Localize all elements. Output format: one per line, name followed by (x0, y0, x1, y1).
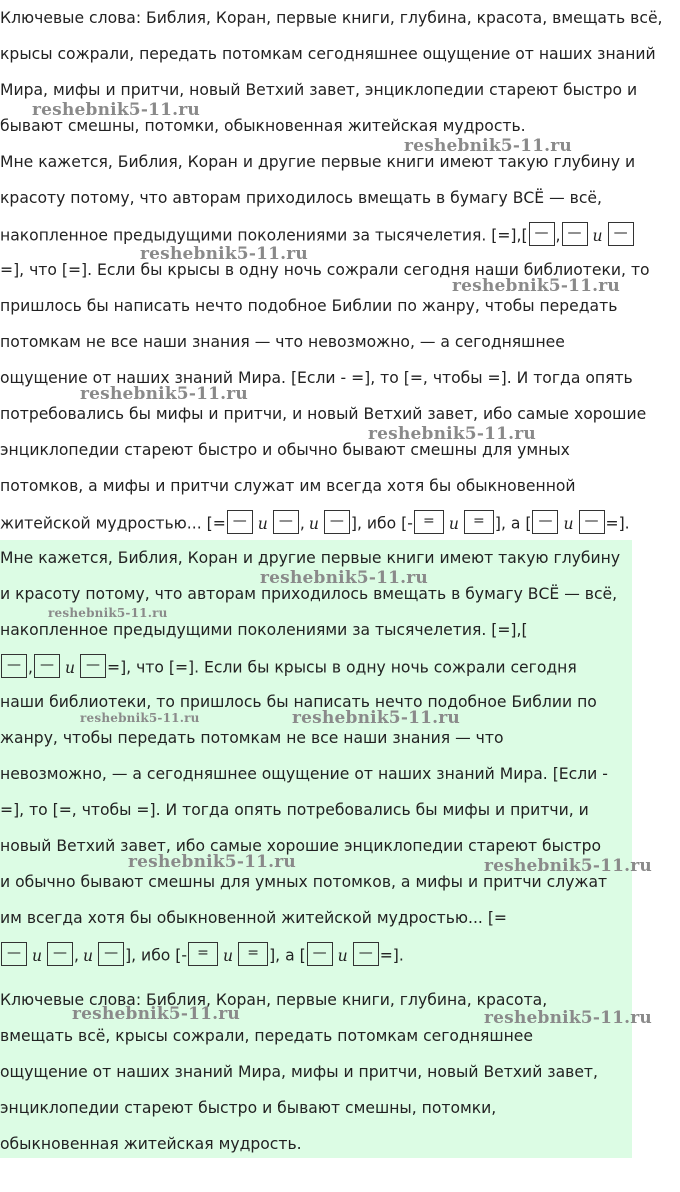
text-line: наши библиотеки, то пришлось бы написать нечто подобное Библии по (0, 693, 597, 711)
scheme-line (0, 224, 635, 248)
text-segment: ], ибо [- (350, 514, 413, 533)
text-line: энциклопедии стареют быстро и бывают смешны, потомки, (0, 1099, 497, 1117)
watermark: reshebnik5-11.ru (452, 276, 620, 296)
text-line: жанру, чтобы передать потомкам не все наши знания — что (0, 729, 504, 747)
conjunction: и (83, 946, 94, 965)
scheme-line (0, 944, 404, 968)
watermark: reshebnik5-11.ru (484, 1008, 652, 1028)
watermark: reshebnik5-11.ru (260, 568, 428, 588)
text-line: и красоту потому, что авторам приходилось вмещать в бумагу ВСЁ — всё, (0, 585, 618, 603)
text-line: обыкновенная житейская мудрость. (0, 1135, 302, 1153)
comma: , (74, 946, 80, 965)
text-line: ощущение от наших знаний Мира. [Если - =], то [=, чтобы =]. И тогда опять (0, 369, 633, 387)
conjunction: и (223, 946, 234, 965)
eq-box: = (188, 942, 218, 966)
text-line: Ключевые слова: Библия, Коран, первые книги, глубина, красота, (0, 991, 548, 1009)
scheme-line (0, 656, 577, 680)
text-segment: =]. (379, 946, 404, 965)
watermark: reshebnik5-11.ru (140, 244, 308, 264)
text-segment: =]. (605, 514, 630, 533)
text-line: Мира, мифы и притчи, новый Ветхий завет, энциклопедии стареют быстро и (0, 81, 638, 99)
text-line: бывают смешны, потомки, обыкновенная житейская мудрость. (0, 117, 526, 135)
text-line: потребовались бы мифы и притчи, и новый Ветхий завет, ибо самые хорошие (0, 405, 647, 423)
text-line: красоту потому, что авторам приходилось вмещать в бумагу ВСЁ — всё, (0, 189, 602, 207)
dash-box: — (1, 942, 27, 966)
text-line: Ключевые слова: Библия, Коран, первые книги, глубина, красота, вмещать всё, (0, 9, 663, 27)
text-segment: накопленное предыдущими поколениями за тысячелетия. [=],[ (0, 226, 528, 245)
dash-box: — (307, 942, 333, 966)
comma: , (28, 658, 33, 677)
conjunction: и (308, 514, 319, 533)
eq-box: = (464, 510, 494, 534)
dash-box: — (1, 654, 27, 678)
dash-box: — (47, 942, 73, 966)
watermark: reshebnik5-11.ru (292, 708, 460, 728)
dash-box: — (532, 510, 558, 534)
conjunction: и (64, 658, 76, 677)
text-line: накопленное предыдущими поколениями за тысячелетия. [=],[ (0, 621, 528, 639)
watermark: reshebnik5-11.ru (72, 1004, 240, 1024)
text-segment: ], а [ (269, 946, 306, 965)
watermark: reshebnik5-11.ru (80, 384, 248, 404)
watermark: reshebnik5-11.ru (404, 136, 572, 156)
dash-box: — (579, 510, 605, 534)
text-segment: ], а [ (494, 514, 532, 533)
watermark: reshebnik5-11.ru (368, 424, 536, 444)
text-line: потомков, а мифы и притчи служат им всегда хотя бы обыкновенной (0, 477, 576, 495)
dash-box: — (562, 222, 588, 246)
dash-box: — (227, 510, 253, 534)
comma: , (299, 514, 305, 533)
conjunction: и (337, 946, 348, 965)
comma: , (555, 226, 561, 245)
text-segment: житейской мудростью... [= (0, 514, 226, 533)
conjunction: и (257, 514, 268, 533)
text-segment: ], ибо [- (125, 946, 188, 965)
text-line: новый Ветхий завет, ибо самые хорошие энциклопедии стареют быстро (0, 837, 602, 855)
conjunction: и (592, 226, 603, 245)
text-line: потомкам не все наши знания — что невозможно, — а сегодняшнее (0, 333, 565, 351)
text-line: =], что [=]. Если бы крысы в одну ночь сожрали сегодня наши библиотеки, то (0, 261, 650, 279)
watermark: reshebnik5-11.ru (484, 856, 652, 876)
scheme-line (0, 512, 630, 536)
conjunction: и (563, 514, 574, 533)
text-line: невозможно, — а сегодняшнее ощущение от наших знаний Мира. [Если - (0, 765, 608, 783)
text-line: ощущение от наших знаний Мира, мифы и притчи, новый Ветхий завет, (0, 1063, 598, 1081)
conjunction: и (32, 946, 43, 965)
dash-box: — (608, 222, 634, 246)
watermark: reshebnik5-11.ru (80, 711, 200, 725)
eq-box: = (414, 510, 444, 534)
eq-box: = (238, 942, 268, 966)
dash-box: — (273, 510, 299, 534)
text-line: вмещать всё, крысы сожрали, передать потомкам сегодняшнее (0, 1027, 533, 1045)
watermark: reshebnik5-11.ru (48, 606, 168, 620)
text-line: =], то [=, чтобы =]. И тогда опять потребовались бы мифы и притчи, и (0, 801, 589, 819)
text-segment: =], что [=]. Если бы крысы в одну ночь сожрали сегодня (107, 658, 577, 677)
dash-box: — (324, 510, 350, 534)
text-line: крысы сожрали, передать потомкам сегодняшнее ощущение от наших знаний (0, 45, 656, 63)
dash-box: — (353, 942, 379, 966)
text-line: и обычно бывают смешны для умных потомков, а мифы и притчи служат (0, 873, 608, 891)
watermark: reshebnik5-11.ru (32, 100, 200, 120)
watermark: reshebnik5-11.ru (128, 852, 296, 872)
text-line: энциклопедии стареют быстро и обычно бывают смешны для умных (0, 441, 570, 459)
text-line: им всегда хотя бы обыкновенной житейской мудростью... [= (0, 909, 507, 927)
dash-box: — (34, 654, 60, 678)
conjunction: и (448, 514, 459, 533)
dash-box: — (80, 654, 106, 678)
dash-box: — (98, 942, 124, 966)
text-line: Мне кажется, Библия, Коран и другие первые книги имеют такую глубину и (0, 153, 636, 171)
dash-box: — (529, 222, 555, 246)
text-line: пришлось бы написать нечто подобное Библии по жанру, чтобы передать (0, 297, 618, 315)
text-line: Мне кажется, Библия, Коран и другие первые книги имеют такую глубину (0, 549, 621, 567)
